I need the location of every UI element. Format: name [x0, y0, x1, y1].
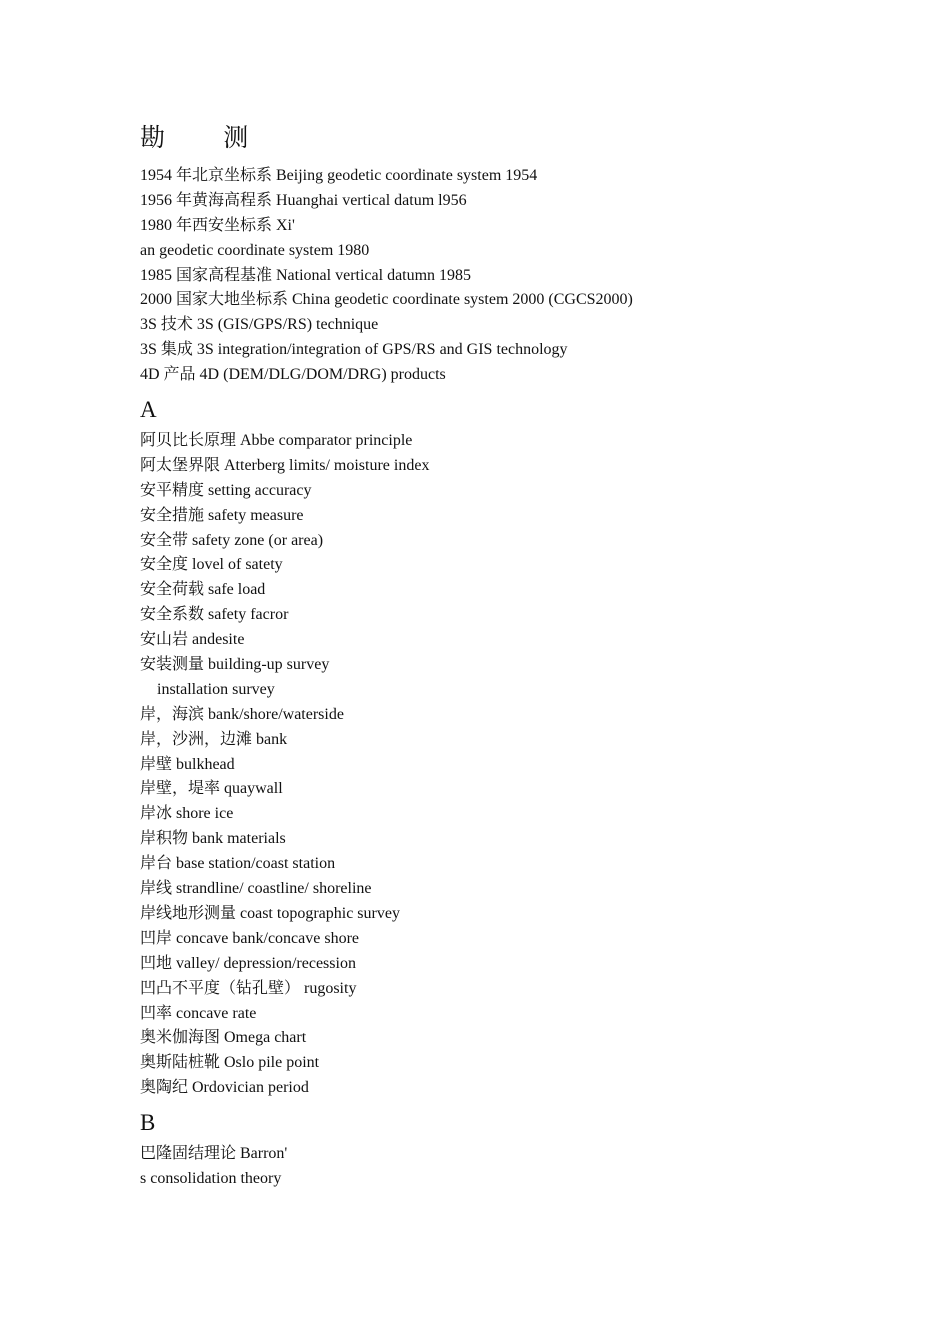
glossary-entry: 岸冰 shore ice	[140, 805, 234, 823]
glossary-entry: 凹率 concave rate	[140, 1004, 257, 1022]
section-heading-b: B	[140, 1110, 156, 1136]
section-b-list	[140, 1142, 900, 1192]
glossary-entry: 岸积物 bank materials	[140, 830, 286, 848]
glossary-entry: 安平精度 setting accuracy	[140, 481, 312, 499]
glossary-entry: an geodetic coordinate system 1980	[140, 241, 370, 259]
glossary-entry: 凹岸 concave bank/concave shore	[140, 929, 360, 947]
glossary-entry: 3S 集成 3S integration/integration of GPS/RS and GIS technology	[140, 341, 568, 359]
glossary-entry: 安全度 lovel of satety	[140, 556, 283, 574]
glossary-entry: 奥陶纪 Ordovician period	[140, 1079, 309, 1097]
glossary-entry: 岸线 strandline/ coastline/ shoreline	[140, 880, 372, 898]
glossary-entry: 安山岩 andesite	[140, 631, 245, 649]
glossary-entry: 阿贝比长原理 Abbe comparator principle	[140, 432, 413, 450]
page-title: 勘 测	[140, 125, 275, 152]
glossary-entry: 3S 技术 3S (GIS/GPS/RS) technique	[140, 316, 379, 334]
glossary-entry: 安全带 safety zone (or area)	[140, 531, 324, 549]
glossary-entry: 安全荷载 safe load	[140, 581, 266, 599]
glossary-entry: 安全系数 safety facror	[140, 606, 289, 624]
glossary-entry: 岸壁 bulkhead	[140, 755, 235, 773]
glossary-entry: 阿太堡界限 Atterberg limits/ moisture index	[140, 456, 430, 474]
glossary-entry: 凹凸不平度（钻孔壁） rugosity	[140, 979, 357, 997]
glossary-entry: 岸，海滨 bank/shore/waterside	[140, 705, 344, 723]
glossary-entry: 岸台 base station/coast station	[140, 855, 336, 873]
glossary-entry: 巴隆固结理论 Barron'	[140, 1145, 288, 1163]
glossary-entry: 1956 年黄海高程系 Huanghai vertical datum l956	[140, 191, 467, 209]
glossary-entry: 岸线地形测量 coast topographic survey	[140, 904, 400, 922]
glossary-entry: 1980 年西安坐标系 Xi'	[140, 216, 295, 234]
glossary-entry: 岸壁，堤率 quaywall	[140, 780, 283, 798]
glossary-entry: 岸，沙洲，边滩 bank	[140, 730, 288, 748]
glossary-entry: 1954 年北京坐标系 Beijing geodetic coordinate system 1954	[140, 167, 538, 184]
glossary-entry: 奥米伽海图 Omega chart	[140, 1029, 307, 1047]
intro-list	[140, 164, 900, 388]
section-heading-a: A	[140, 397, 157, 423]
section-a-list	[140, 429, 900, 1101]
glossary-entry: s consolidation theory	[140, 1169, 282, 1187]
glossary-entry-continuation: installation survey	[157, 680, 275, 698]
glossary-entry: 奥斯陆桩靴 Oslo pile point	[140, 1054, 320, 1072]
glossary-entry: 凹地 valley/ depression/recession	[140, 954, 356, 972]
glossary-entry: 安装测量 building-up survey	[140, 656, 330, 674]
glossary-entry: 2000 国家大地坐标系 China geodetic coordinate system 2000 (CGCS2000)	[140, 291, 633, 309]
glossary-entry: 安全措施 safety measure	[140, 506, 304, 524]
glossary-entry: 4D 产品 4D (DEM/DLG/DOM/DRG) products	[140, 366, 446, 384]
glossary-content	[140, 122, 900, 1192]
glossary-entry: 1985 国家高程基准 National vertical datumn 1985	[140, 266, 472, 284]
